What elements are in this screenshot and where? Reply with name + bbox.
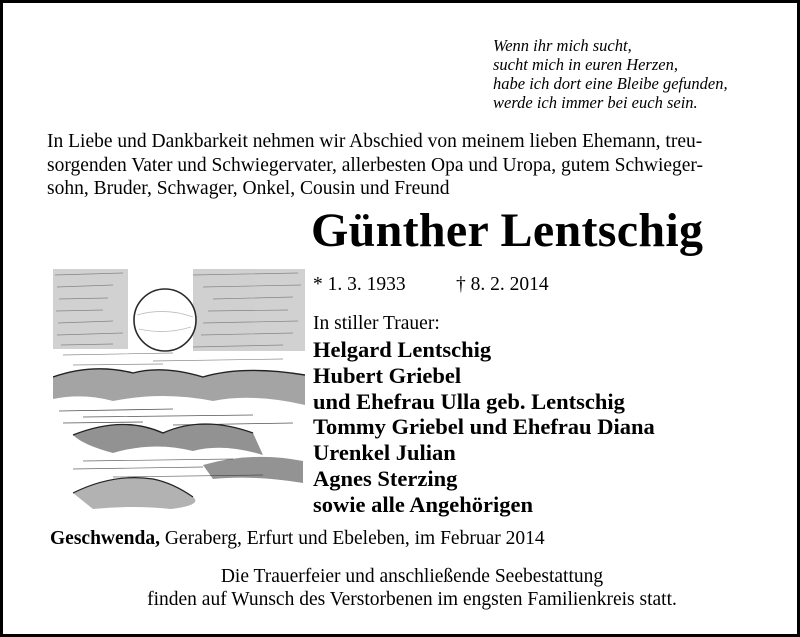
sun-over-sea-sketch bbox=[53, 265, 305, 515]
birth-date: * 1. 3. 1933 bbox=[313, 274, 406, 295]
life-dates bbox=[313, 274, 549, 296]
death-date: † 8. 2. 2014 bbox=[456, 274, 549, 295]
poem-line: werde ich immer bei euch sein. bbox=[493, 93, 698, 112]
deceased-name: Günther Lentschig bbox=[311, 204, 704, 257]
poem bbox=[493, 36, 728, 112]
mourner: sowie alle Angehörigen bbox=[313, 491, 533, 517]
mourners-list bbox=[313, 337, 655, 518]
funeral-note-line: finden auf Wunsch des Verstorbenen im engsten Familienkreis statt. bbox=[147, 589, 677, 610]
poem-line: sucht mich in euren Herzen, bbox=[493, 55, 678, 74]
place-and-date bbox=[50, 528, 545, 550]
intro-text bbox=[47, 130, 777, 201]
mourner: Helgard Lentschig bbox=[313, 337, 492, 362]
place-rest: Geraberg, Erfurt und Ebeleben, im Februar 2014 bbox=[159, 528, 545, 549]
funeral-note bbox=[47, 565, 777, 611]
mourner: und Ehefrau Ulla geb. Lentschig bbox=[313, 388, 625, 414]
mourners-label: In stiller Trauer: bbox=[313, 313, 440, 334]
mourner: Urenkel Julian bbox=[313, 440, 456, 466]
intro-line: sohn, Bruder, Schwager, Onkel, Cousin und Freund bbox=[47, 178, 450, 199]
funeral-note-line: Die Trauerfeier und anschließende Seebestattung bbox=[220, 566, 604, 587]
intro-line: In Liebe und Dankbarkeit nehmen wir Abschied von meinem lieben Ehemann, treu- bbox=[47, 131, 703, 152]
intro-line: sorgenden Vater und Schwiegervater, allerbesten Opa und Uropa, gutem Schwieger- bbox=[47, 154, 704, 176]
mourner: Tommy Griebel und Ehefrau Diana bbox=[313, 414, 655, 440]
poem-line: habe ich dort eine Bleibe gefunden, bbox=[493, 74, 728, 93]
mourner: Agnes Sterzing bbox=[313, 465, 458, 491]
mourner: Hubert Griebel bbox=[313, 362, 462, 388]
place-town: Geschwenda, bbox=[50, 528, 160, 549]
poem-line: Wenn ihr mich sucht, bbox=[493, 36, 632, 55]
